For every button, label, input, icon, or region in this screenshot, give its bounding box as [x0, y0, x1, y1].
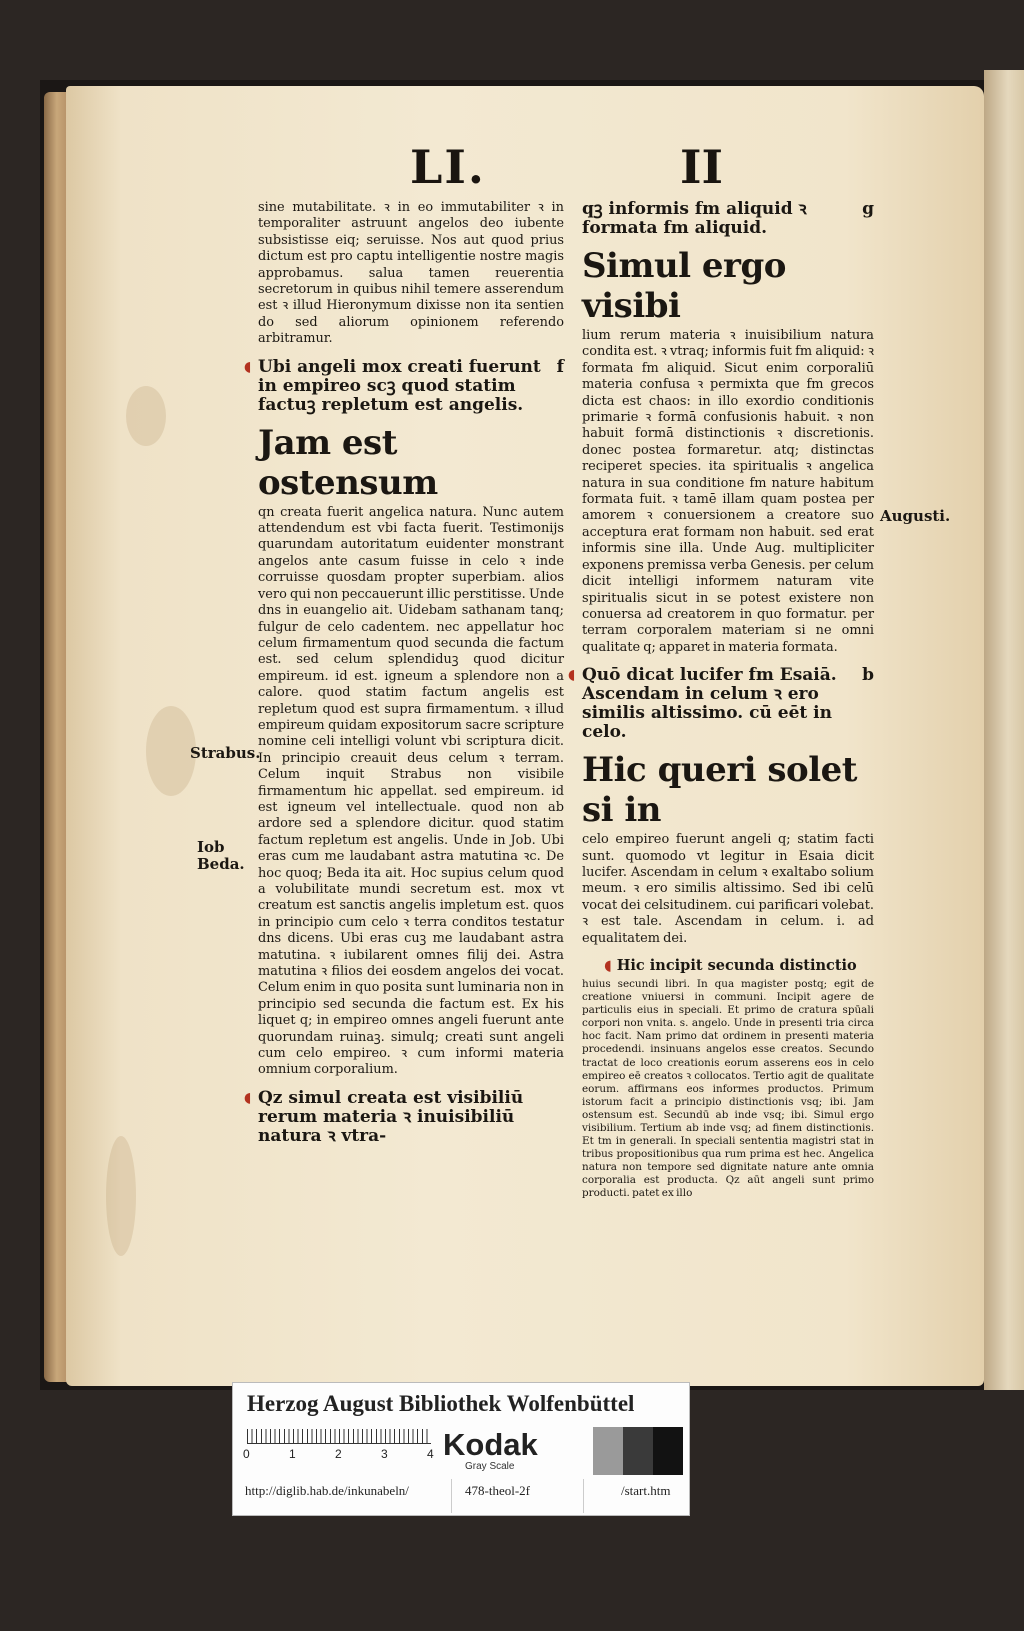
- facing-page-edge: [984, 70, 1024, 1390]
- ruler-number: 1: [289, 1447, 296, 1461]
- ruler-number: 4: [427, 1447, 434, 1461]
- paragraph-mark-icon: ◖: [244, 1089, 252, 1106]
- shelfmark: 478-theol-2f: [465, 1483, 530, 1498]
- gray-swatch-dark: [623, 1427, 653, 1475]
- kodak-logo: Kodak: [443, 1427, 538, 1462]
- paragraph-mark-icon: ◖: [244, 358, 252, 375]
- folio-number: LI.: [410, 140, 486, 194]
- marginal-note-iob: Iob: [197, 838, 225, 856]
- start-page-path: /start.htm: [621, 1483, 671, 1498]
- stain: [146, 706, 196, 796]
- ruler-numbers: [243, 1447, 473, 1461]
- divider: [451, 1479, 452, 1513]
- book-number: II: [680, 140, 724, 194]
- section-letter: g: [862, 199, 874, 219]
- gray-swatch-black: [653, 1427, 683, 1475]
- paragraph: celo empireo fuerunt angeli q; statim facti sunt. quomodo vt legitur in Esaia dicit lucifer. Ascendam in celum ꝛ exaltabo solium meum. ꝛ ero similis altissimo. Sed ibi celū vocat dei celsitudinem. cui parificari volebat. ꝛ est tale. Ascendam in celum. i. ad equalitatem dei.: [582, 832, 874, 946]
- summary-paragraph: huius secundi libri. In qua magister postq; egit de creatione vniuersi in communi. Incipit agere de particulis eius in speciali. Et primo de cratura spūali corpori non vnita. s. angelo. Unde in presenti tria circa hoc facit. Nam primo dat ordinem in presenti materia procedendi. insinuans angelos esse creatos. Secundo tractat de loco creationis eorum asserens eos in celo empireo eē creatos ꝛ collocatos. Tertio agit de qualitate eorum. affirmans eos informes productos. Primum istorum facit a principio distinctionis vsq; ibi. Jam ostensum est. Secundū ab inde vsq; ibi. Simul ergo visibilium. Tertium ab inde vsq; ad finem distinctionis. Et tm in generali. In speciali sententia magistri stat in tribus propositionibus qua rum prima est hec. Angelica natura non tempore sed dignitate nature ante omnia corporalia est producta. Qz aūt angeli sunt primo producti. patet ex illo: [582, 977, 874, 1200]
- right-text-column: [568, 199, 874, 1201]
- gray-scale-label: Gray Scale: [465, 1461, 515, 1472]
- marginal-note-beda: Beda.: [197, 855, 245, 873]
- stain: [106, 1136, 136, 1256]
- gray-swatch-light: [593, 1427, 623, 1475]
- ruler-number: 2: [335, 1447, 342, 1461]
- stain: [126, 386, 166, 446]
- paragraph-mark-icon: ◖: [568, 667, 576, 684]
- section-incipit: Jam est ostensum: [258, 422, 438, 503]
- distinction-heading-text: Hic incipit secunda distinctio: [616, 956, 857, 974]
- section-incipit: Simul ergo visibi: [582, 246, 786, 326]
- ruler-number: 0: [243, 1447, 250, 1461]
- distinction-heading: [604, 957, 874, 974]
- color-target-card: [232, 1382, 690, 1516]
- paragraph: lium rerum materia ꝛ inuisibilium natura condita est. ꝛ vtraq; informis fuit fm aliquid: ꝛ formata fm aliquid. Sicut enim corporaliū materia confusa ꝛ permixta que fm grecos dicta est chaos: in illo exordio conditionis primarie ꝛ formā confusionis habuit. ꝛ non habuit formā distinctionis ꝛ discretionis. donec postea formaretur. atq; distinctas reciperet species. ita spiritualis ꝛ angelica natura in sua conditione fm nature habitum formata fuit. ꝛ tamē illam quam postea per amorem ꝛ conuersionem a creatore suo acceptura erat formam non habuit. sed erat informis sine illa. Unde Aug. multipliciter exponens premissa verba Genesis. per celum dicit intelligi informem naturam vite spiritualis sicut in se potest existere non conuersa ad creatorem in quo formatur. per terram corporalem materiam si ne omni qualitate q; apparet in materia formata.: [582, 328, 874, 655]
- rubric-heading: [582, 200, 874, 238]
- divider: [583, 1479, 584, 1513]
- rubric-text: qꝫ informis fm aliquid ꝛ formata fm aliquid.: [582, 199, 807, 238]
- paragraph: qn creata fuerit angelica natura. Nunc autem attendendum est vbi facta fuerit. Testimonijs quarundam autoritatum euidenter monstrant angelos ante casum fuisse in celo ꝛ inde corruisse quosdam propter superbiam. alios vero qui non peccauerunt illic perstitisse. Unde dns in euangelio ait. Uidebam sathanam tanq; fulgur de celo cadentem. nec appellatur hoc celum firmamentum quod secunda die factum est. sed celum splendiduꝫ quod dicitur empireum. id est. igneum a splendore non a calore. quod statim factum angelis est repletum quod est supra firmamentum. ꝛ illud empireum quidam expositorum sacre scripture nomine celi intelligi volunt vbi scriptura dicit. In principio creauit deus celum ꝛ terram. Celum inquit Strabus non visibile firmamentum hic appellat. sed empireum. id est igneum vel intellectuale. quod non ab ardore sed a splendore dicitur. quod statim factum repletum est angelis. Unde in Job. Ubi eras cum me laudabant astra matutina ꝛc. De hoc quoq; Beda ita ait. Hoc supius celum quod a volubilitate mundi secretum est. mox vt creatum est sanctis angelis impletum est. quos in principio cum celo ꝛ terra conditos testatur dns dicens. Ubi eras cuꝫ me laudabant astra matutina. ꝛ iubilarent omnes filij dei. Astra matutina ꝛ filios dei eosdem angelos dei vocat. Celum enim in quo posita sunt luminaria non in principio sed secunda die factum est. Ex his liquet q; in empireo omnes angeli fuerunt ante quorundam ruinaꝫ. simulq; creati sunt angeli cum celo empireo. ꝛ cum informi materia omnium corporalium.: [258, 504, 564, 1078]
- rubric-heading: [244, 1087, 564, 1146]
- section-letter: f: [556, 356, 564, 377]
- marginal-note-strabus: Strabus.: [190, 744, 261, 762]
- section-letter: b: [862, 665, 874, 686]
- rubric-text: Ubi angeli mox creati fuerunt in empireo scꝫ quod statim factuꝫ repletum est angelis.: [258, 356, 541, 415]
- scale-ruler: [247, 1429, 431, 1444]
- library-name: Herzog August Bibliothek Wolfenbüttel: [247, 1391, 635, 1416]
- ruler-number: 3: [381, 1447, 388, 1461]
- paragraph-mark-icon: ◖: [604, 956, 612, 974]
- section-incipit: Hic queri solet si in: [582, 750, 857, 831]
- marginal-note-augustine: Augusti.: [880, 507, 951, 525]
- rubric-text: Quō dicat lucifer fm Esaiā. Ascendam in celum ꝛ ero similis altissimo. cū eēt in celo.: [582, 665, 837, 743]
- rubric-heading: [568, 665, 874, 743]
- left-text-column: [244, 200, 564, 1154]
- digital-library-url: http://diglib.hab.de/inkunabeln/: [245, 1483, 409, 1498]
- rubric-text: Qz simul creata est visibiliū rerum materia ꝛ inuisibiliū natura ꝛ vtra-: [258, 1087, 524, 1146]
- paragraph: sine mutabilitate. ꝛ in eo immutabiliter ꝛ in temporaliter astruunt angelos deo iubente subsistisse eiq; seruisse. Nos aut quod prius dictum est pro captu intelligentie nostre magis approbamus. salua tamen reuerentia secretorum in quibus nihil temere asserendum est ꝛ illud Hieronymum dixisse non ita sentien do sed aliorum opinionem referendo arbitramur.: [258, 200, 564, 347]
- rubric-heading: [244, 356, 564, 415]
